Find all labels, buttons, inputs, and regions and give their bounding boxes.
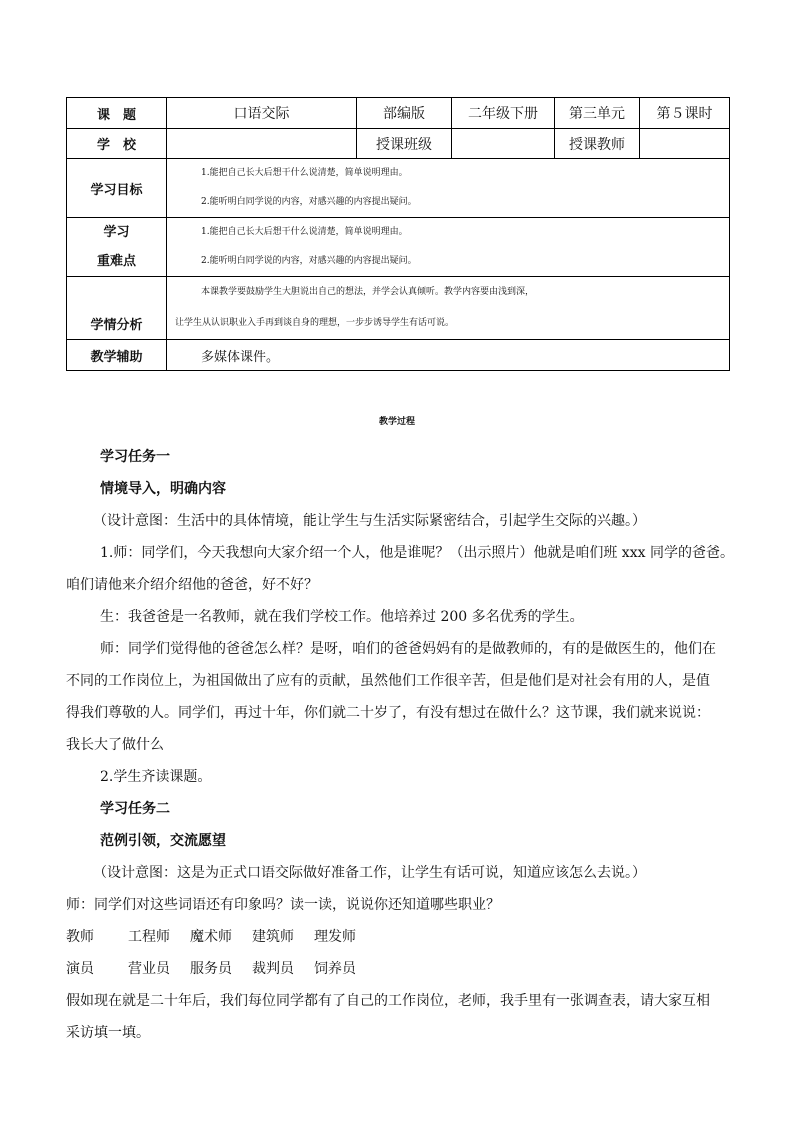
unit-cell: 第三单元 <box>555 98 640 129</box>
goal-item: 1.能把自己长大后想干什么说清楚，简单说明理由。 <box>201 168 408 178</box>
paragraph-line: 生：我爸爸是一名教师，就在我们学校工作。他培养过 200 多名优秀的学生。 <box>100 609 584 625</box>
job-word: 理发师 <box>314 929 356 945</box>
task1-intent: （设计意图：生活中的具体情境，能让学生与生活实际紧密结合，引起学生交际的兴趣。） <box>93 513 646 529</box>
lesson-cell: 第５课时 <box>640 98 730 129</box>
paragraph-line: 不同的工作岗位上，为祖国做出了应有的贡献，虽然他们工作很辛苦，但是他们是对社会有用的人，是值 <box>66 673 710 689</box>
table-row <box>67 218 730 277</box>
goals-label: 学习目标 <box>67 159 167 218</box>
paragraph-line: 假如现在就是二十年后，我们每位同学都有了自己的工作岗位，老师，我手里有一张调查表，请大家互相 <box>66 993 710 1009</box>
table-row <box>67 277 730 340</box>
job-word: 教师 <box>66 929 94 945</box>
paragraph-line: 2.学生齐读课题。 <box>100 769 212 785</box>
analysis-line: 本课教学要鼓励学生大胆说出自己的想法，并学会认真倾听。教学内容要由浅到深， <box>201 287 535 297</box>
aids-value: 多媒体课件。 <box>167 340 730 371</box>
table-row <box>67 129 730 159</box>
paragraph-line: 师：同学们对这些词语还有印象吗？读一读，说说你还知道哪些职业？ <box>66 897 500 913</box>
lesson-info-table <box>66 97 730 371</box>
table-row <box>67 159 730 218</box>
paragraph-line: 得我们尊敬的人。同学们，再过十年，你们就二十岁了，有没有想过在做什么？这节课，我们就来说说： <box>66 705 710 721</box>
key-points-label-line1: 学习 <box>103 225 130 240</box>
aids-label: 教学辅助 <box>67 340 167 371</box>
class-label: 授课班级 <box>357 129 452 159</box>
class-value <box>452 129 555 159</box>
job-word: 工程师 <box>128 929 170 945</box>
school-value <box>167 129 357 159</box>
process-title: 教学过程 <box>378 417 415 427</box>
paragraph-line: 师：同学们觉得他的爸爸怎么样？是呀，咱们的爸爸妈妈有的是做教师的，有的是做医生的，他们在 <box>100 641 716 657</box>
job-word: 魔术师 <box>190 929 232 945</box>
job-word: 裁判员 <box>252 961 294 977</box>
grade-cell: 二年级下册 <box>452 98 555 129</box>
table-row <box>67 98 730 129</box>
paragraph-line: 采访填一填。 <box>66 1025 150 1041</box>
task2-label: 学习任务二 <box>100 801 170 817</box>
key-point-item: 1.能把自己长大后想干什么说清楚，简单说明理由。 <box>201 227 408 237</box>
job-word: 营业员 <box>128 961 170 977</box>
teacher-value <box>640 129 730 159</box>
edition-cell: 部编版 <box>357 98 452 129</box>
task1-title: 情境导入，明确内容 <box>100 481 226 497</box>
subject-label: 课 题 <box>67 98 167 129</box>
analysis-content <box>167 277 730 340</box>
key-points-label-line2: 重难点 <box>96 254 136 269</box>
table-row <box>67 340 730 371</box>
task2-intent: （设计意图：这是为正式口语交际做好准备工作，让学生有话可说，知道应该怎么去说。） <box>93 865 646 881</box>
key-points-content <box>167 218 730 277</box>
task2-title: 范例引领，交流愿望 <box>100 833 226 849</box>
jobs-row <box>66 958 356 978</box>
job-word: 饲养员 <box>314 961 356 977</box>
job-word: 建筑师 <box>252 929 294 945</box>
analysis-line: 让学生从认识职业入手再到谈自身的理想，一步步诱导学生有话可说。 <box>175 318 455 328</box>
analysis-label: 学情分析 <box>67 277 167 340</box>
school-label: 学 校 <box>67 129 167 159</box>
key-points-label <box>67 218 167 277</box>
key-point-item: 2.能听明白同学说的内容，对感兴趣的内容提出疑问。 <box>201 256 417 266</box>
subject-value: 口语交际 <box>167 98 357 129</box>
goals-content <box>167 159 730 218</box>
jobs-row <box>66 926 356 946</box>
job-word: 演员 <box>66 961 94 977</box>
teacher-label: 授课教师 <box>555 129 640 159</box>
paragraph-line: 咱们请他来介绍介绍他的爸爸，好不好？ <box>66 577 318 593</box>
task1-label: 学习任务一 <box>100 449 170 465</box>
job-word: 服务员 <box>190 961 232 977</box>
goal-item: 2.能听明白同学说的内容，对感兴趣的内容提出疑问。 <box>201 197 417 207</box>
paragraph-line: 1.师：同学们，今天我想向大家介绍一个人，他是谁呢？（出示照片）他就是咱们班 xxx 同学的爸爸。 <box>100 545 734 561</box>
paragraph-line: 我长大了做什么 <box>66 737 164 753</box>
